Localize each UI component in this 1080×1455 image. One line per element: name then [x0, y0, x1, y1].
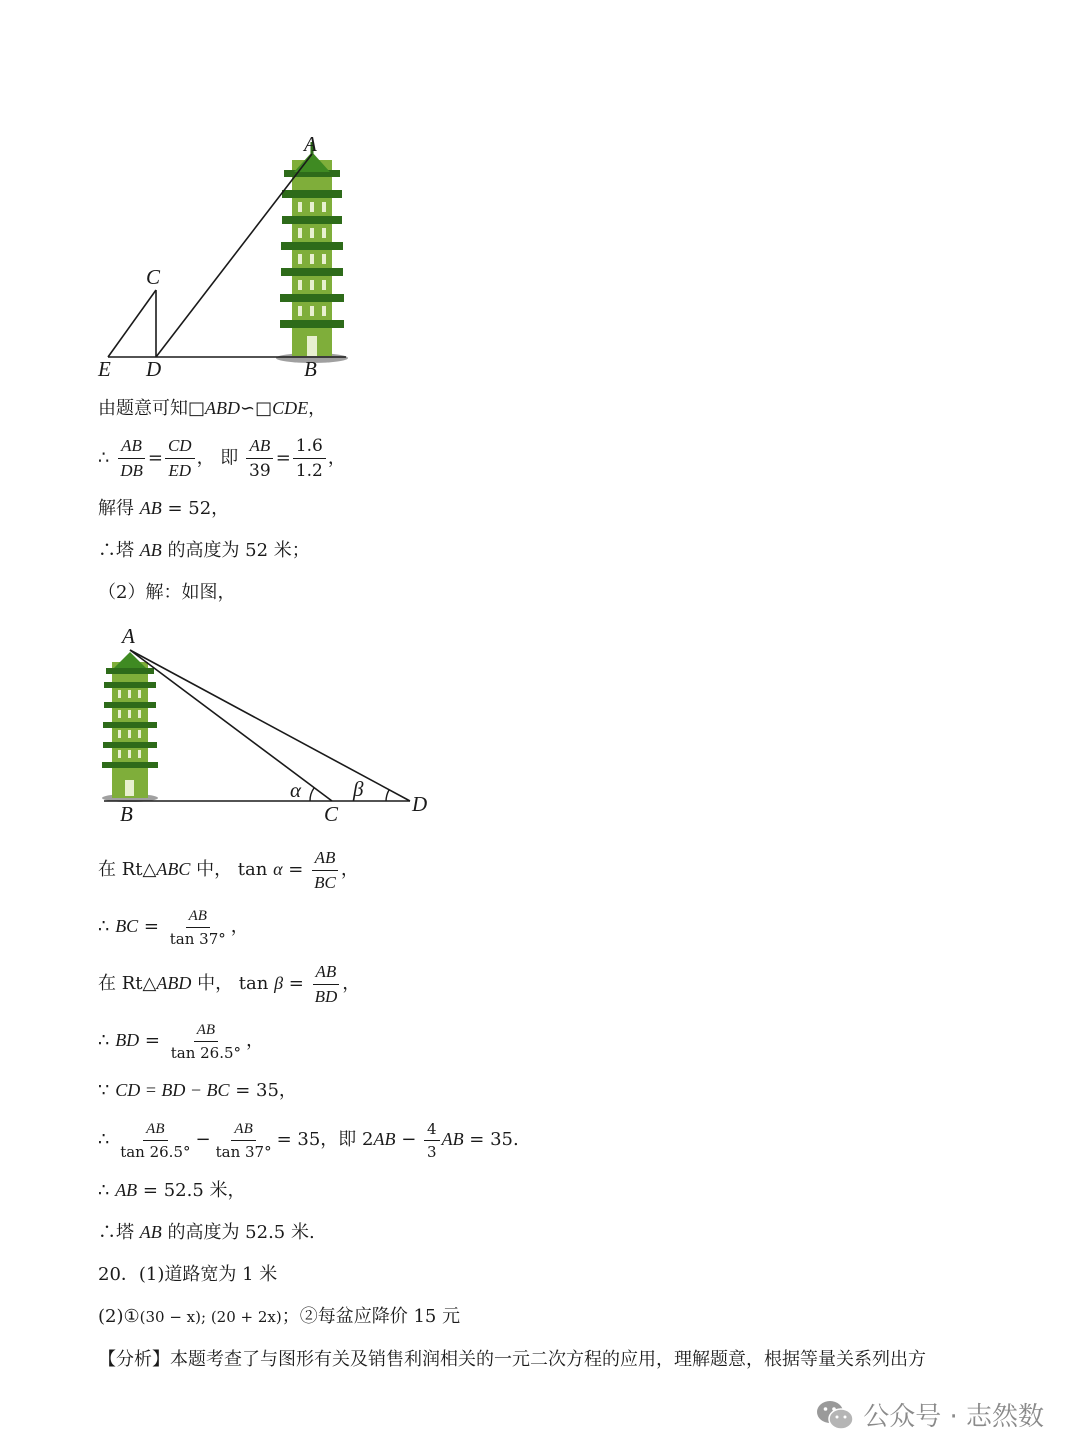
fig1-label-a: A	[304, 132, 317, 156]
ratio-equation-line: ∴ $\frac{AB}{DB}$ = $\frac{CD}{ED}$ ， 即 $\frac{AB}{39}$ = $\frac{1.6}{1.2}$ ，	[98, 436, 346, 481]
fig2-label-beta: β	[353, 777, 364, 801]
angle-beta-arc	[386, 790, 389, 801]
fig1-label-d: D	[146, 357, 162, 381]
part2-intro-line: （2）解：如图，	[98, 582, 236, 603]
fig2-label-b: B	[120, 802, 133, 826]
tan-beta-line: 在 Rt△ABD 中， tan β = $\frac{AB}{BD}$ ，	[98, 961, 361, 1006]
line-ad	[130, 650, 410, 801]
bc-expression-line: ∴ BC = $\frac{AB}{\tan 37^\circ}$ ，	[98, 907, 249, 948]
pagoda-2	[102, 652, 158, 802]
similar-triangles-line: 由题意可知□ABD∽□CDE，	[98, 398, 327, 419]
q20-answer-1: 20．(1)道路宽为 1 米	[98, 1264, 278, 1285]
angle-alpha-arc	[310, 788, 314, 801]
fig2-label-a: A	[122, 624, 135, 648]
tan-alpha-line: 在 Rt△ABC 中， tan α = $\frac{AB}{BC}$ ，	[98, 847, 359, 892]
figure-2-diagram	[96, 630, 436, 820]
wechat-icon	[815, 1398, 855, 1432]
fig1-label-e: E	[98, 357, 111, 381]
ab-equation-line: ∴ $\frac{AB}{\tan 26.5^\circ}$ − $\frac{AB}{\tan 37^\circ}$ = 35，即 2AB − $\frac{4}{3}$ AB = 35.	[98, 1119, 519, 1161]
fig2-label-d: D	[412, 792, 428, 816]
q20-analysis: 【分析】本题考查了与图形有关及销售利润相关的一元二次方程的应用，理解题意，根据等量关系列出方	[98, 1349, 926, 1370]
cd-difference-line: ∵ CD = BD − BC = 35，	[98, 1080, 297, 1101]
height-result-line-1: ∴塔 AB 的高度为 52 米；	[98, 540, 310, 561]
pagoda-1	[276, 142, 348, 363]
watermark	[815, 1396, 1044, 1433]
figure-1-diagram	[96, 130, 366, 390]
q20-answer-2: (2)①(30 − x); (20 + 2x)；②每盆应降价 15 元	[98, 1306, 461, 1327]
fig2-label-c: C	[324, 802, 339, 826]
fig2-label-alpha: α	[290, 778, 302, 802]
watermark-text: 公众号 · 志然数	[863, 1402, 1044, 1432]
line-ec	[108, 290, 156, 357]
solve-ab-line: 解得 AB = 52，	[98, 498, 230, 519]
fig1-label-b: B	[304, 357, 317, 381]
ab-value-line: ∴ AB = 52.5 米，	[98, 1180, 246, 1201]
height-result-line-2: ∴塔 AB 的高度为 52.5 米.	[98, 1222, 315, 1243]
fig1-label-c: C	[146, 265, 161, 289]
line-ac	[130, 650, 332, 801]
bd-expression-line: ∴ BD = $\frac{AB}{\tan 26.5^\circ}$ ，	[98, 1021, 265, 1062]
